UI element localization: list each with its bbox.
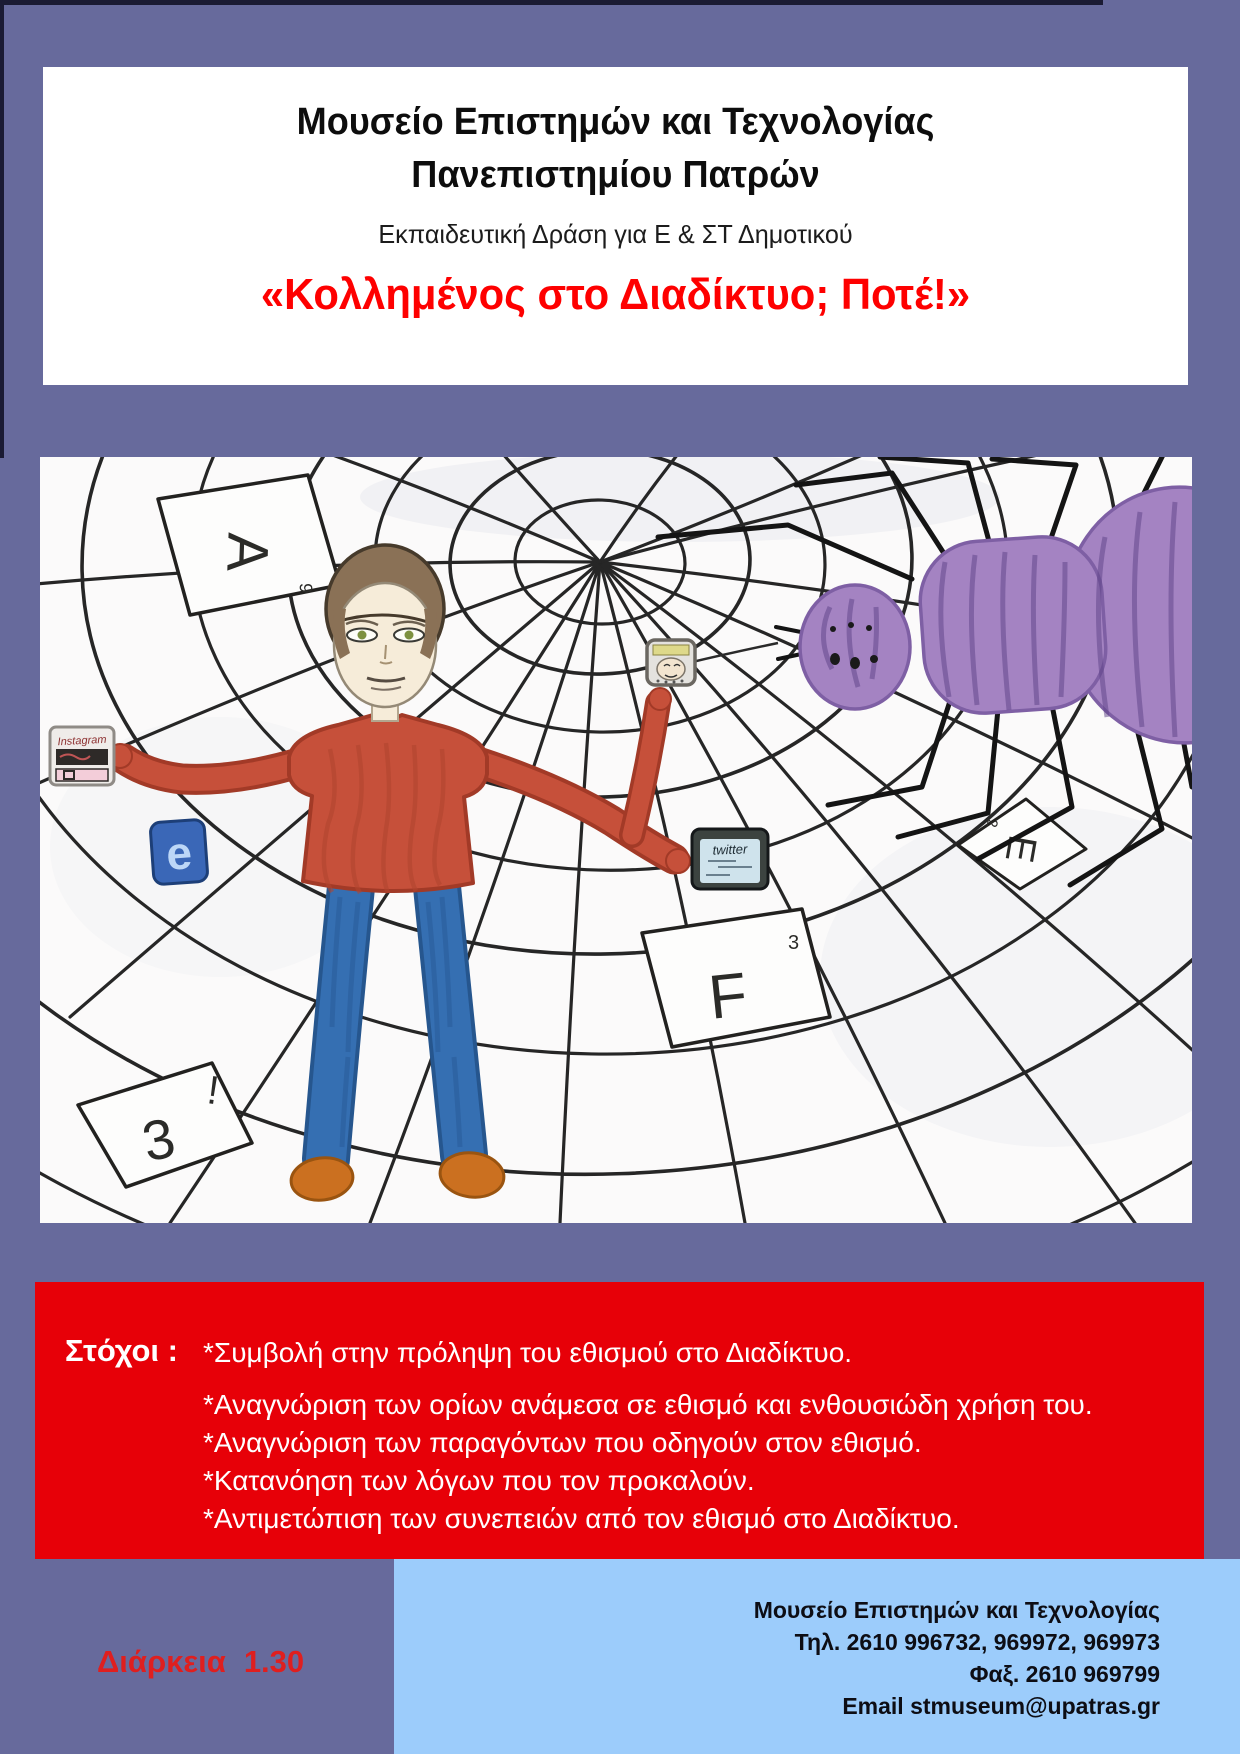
contact-museum-name: Μουσείο Επιστημών και Τεχνολογίας <box>753 1597 1160 1623</box>
museum-title-line2: Πανεπιστημίου Πατρών <box>411 154 820 196</box>
note-e-letter: E <box>996 831 1045 866</box>
note-a <box>158 475 340 615</box>
scan-edge-left <box>0 0 4 458</box>
goal-item-4: *Κατανόηση των λόγων που τον προκαλούν. <box>203 1465 755 1496</box>
note-a-sub: 9 <box>295 582 316 594</box>
note-e-sup: 2 <box>982 817 1001 829</box>
note-3-exclamation: ! <box>204 1068 222 1114</box>
note-f-sup: 3 <box>788 932 800 954</box>
header-subtitle: Εκπαιδευτική Δράση για Ε & ΣΤ Δημοτικού <box>378 219 853 249</box>
note-3-number: 3 <box>136 1105 181 1174</box>
note-f <box>642 909 830 1047</box>
boy-head <box>326 545 444 707</box>
internet-explorer-icon <box>150 819 208 885</box>
note-a-letter: A <box>214 531 281 573</box>
instagram-icon <box>50 727 114 785</box>
header-slogan: «Κολλημένος στο Διαδίκτυο; Ποτέ!» <box>260 270 971 319</box>
contact-phone: Τηλ. 2610 996732, 969972, 969973 <box>794 1629 1160 1655</box>
duration-value: 1.30 <box>243 1644 305 1679</box>
instagram-label: Instagram <box>57 733 107 749</box>
scan-edge-top <box>0 0 1103 5</box>
goals-list <box>203 1334 1194 1538</box>
goals-label: Στόχοι : <box>65 1333 178 1368</box>
contact-box <box>394 1559 1240 1754</box>
note-3 <box>78 1063 252 1187</box>
twitter-label: twitter <box>712 841 748 858</box>
note-f-letter: F <box>705 960 751 1033</box>
museum-title-line1: Μουσείο Επιστημών και Τεχνολογίας <box>296 101 935 143</box>
goal-item-3: *Αναγνώριση των παραγόντων που οδηγούν στον εθισμό. <box>203 1427 922 1458</box>
contact-fax: Φαξ. 2610 969799 <box>969 1661 1160 1687</box>
contact-email: Email stmuseum@upatras.gr <box>842 1693 1160 1719</box>
boy-legs <box>326 877 464 1159</box>
twitter-icon <box>692 829 768 889</box>
goals-box <box>35 1282 1204 1559</box>
web-drawing <box>40 457 1192 1223</box>
duration-label: Διάρκεια <box>97 1644 226 1679</box>
goal-item-1: *Συμβολή στην πρόληψη του εθισμού στο Διαδίκτυο. <box>203 1337 853 1368</box>
profile-icon <box>647 640 695 685</box>
internet-explorer-letter: e <box>164 826 194 880</box>
duration <box>97 1643 304 1681</box>
header-box <box>43 67 1188 385</box>
goal-item-5: *Αντιμετώπιση των συνεπειών από τον εθισμό στο Διαδίκτυο. <box>203 1503 960 1534</box>
goal-item-2: *Αναγνώριση των ορίων ανάμεσα σε εθισμό και ενθουσιώδη χρήση του. <box>203 1389 1093 1420</box>
